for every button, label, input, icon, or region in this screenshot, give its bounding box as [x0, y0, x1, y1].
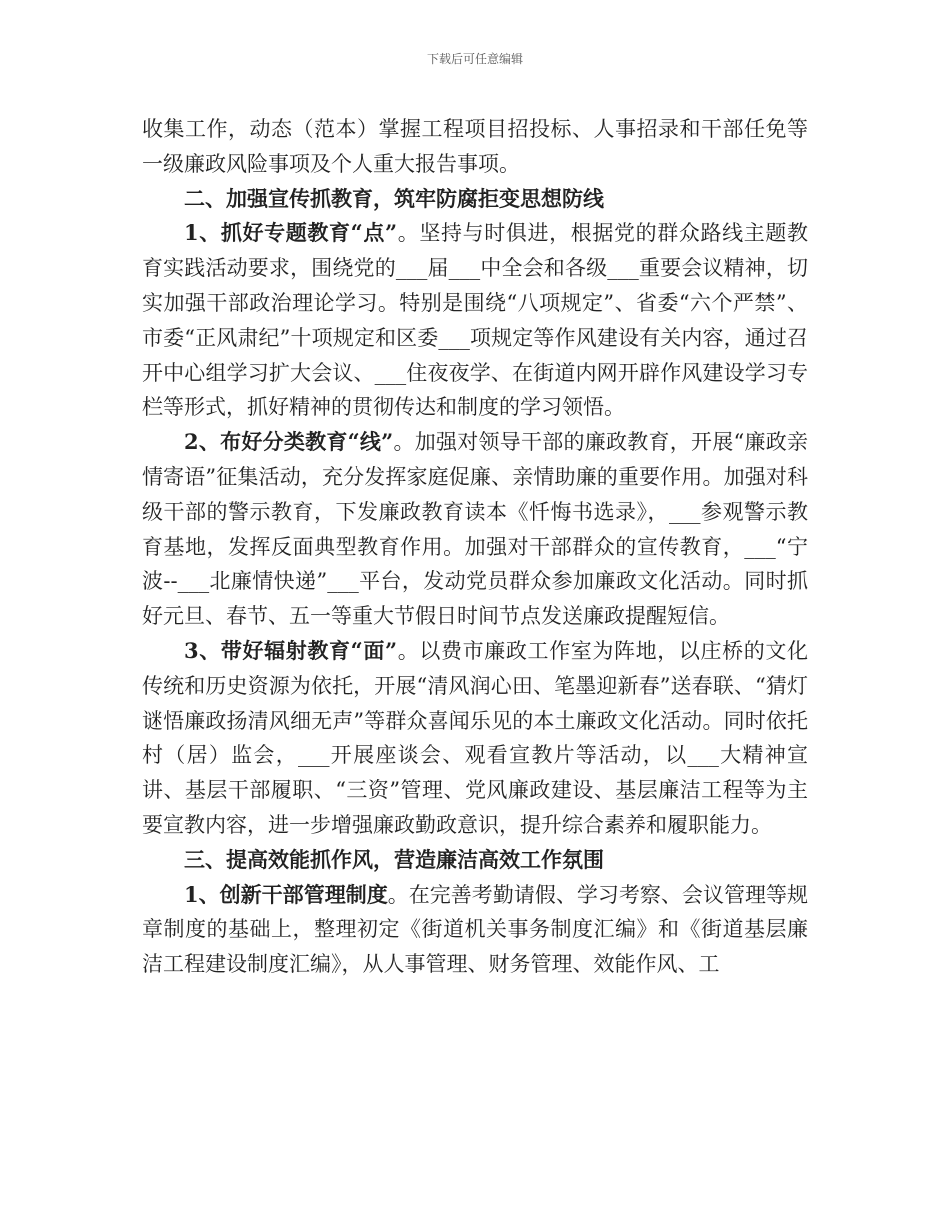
paragraph-text: 。坚持与时俱进，根据党的群众路线主题教育实践活动要求，围绕党的___届___中全会和各级___重要会议精神，切实加强干部政治理论学习。特别是围绕“八项规定”、省委“六个严禁”、市委“正风肃纪”十项规定和区委___项规定等作风建设有关内容，通过召开中心组学习扩大会议、___住夜夜学、在街道内网开辟作风建设学习专栏等形式，抓好精神的贯彻传达和制度的学习领悟。	[142, 221, 808, 420]
page-header: 下载后可任意编辑	[426, 52, 523, 66]
paragraph-text: 。加强对领导干部的廉政教育，开展“廉政亲情寄语”征集活动，充分发挥家庭促廉、亲情助廉的重要作用。加强对科级干部的警示教育，下发廉政教育读本《忏悔书选录》，___参观警示教育基地，发挥反面典型教育作用。加强对干部群众的宣传教育，___“宁波--___北廉情快递”___平台，发动党员群众参加廉政文化活动。同时抓好元旦、春节、五一等重大节假日时间节点发送廉政提醒短信。	[142, 430, 808, 629]
paragraph-text: 。以费市廉政工作室为阵地，以庄桥的文化传统和历史资源为依托，开展“清风润心田、笔墨迎新春”送春联、“猜灯谜悟廉政扬清风细无声”等群众喜闻乐见的本土廉政文化活动。同时依托村（居）监会，___开展座谈会、观看宣教片等活动，以___大精神宣讲、基层干部履职、“三资”管理、党风廉政建设、基层廉洁工程等为主要宣教内容，进一步增强廉政勤政意识，提升综合素养和履职能力。	[142, 638, 808, 837]
paragraph-category-education	[142, 425, 808, 634]
paragraph-cadre-management	[142, 878, 808, 982]
paragraph-continuation: 收集工作，动态（范本）掌握工程项目招投标、人事招录和干部任免等一级廉政风险事项及个人重大报告事项。	[142, 117, 808, 176]
paragraph-lead: 3、带好辐射教育“面”	[184, 637, 398, 663]
paragraph-text: 。在完善考勤请假、学习考察、会议管理等规章制度的基础上，整理初定《街道机关事务制度汇编》和《街道基层廉洁工程建设制度汇编》，从人事管理、财务管理、效能作风、工	[142, 882, 808, 977]
paragraph-lead: 1、创新干部管理制度	[184, 881, 388, 907]
paragraph-topic-education	[142, 216, 808, 425]
paragraph-lead: 2、布好分类教育“线”	[184, 429, 394, 455]
paragraph-radiation-education	[142, 634, 808, 843]
section-heading-3: 三、提高效能抓作风，营造廉洁高效工作氛围	[184, 846, 604, 872]
section-heading-2: 二、加强宣传抓教育，筑牢防腐拒变思想防线	[184, 185, 604, 211]
document-body	[142, 112, 808, 982]
paragraph-lead: 1、抓好专题教育“点”	[184, 220, 398, 246]
